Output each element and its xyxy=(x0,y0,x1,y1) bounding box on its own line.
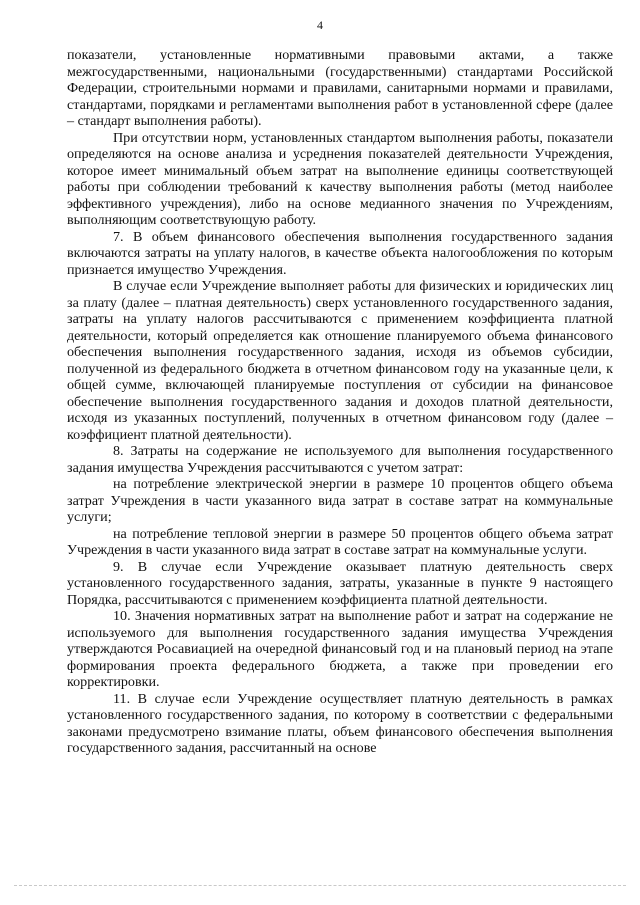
paragraph-clause-11: 11. В случае если Учреждение осуществляет платную деятельность в рамках установленного государственного задания, по которому в соответствии с федеральными законами предусмотрено взимание платы, объем финансового обеспечения выполнения государственного задания, рассчитанный на основе xyxy=(67,690,613,756)
page-number: 4 xyxy=(317,18,323,32)
paragraph-continuation: показатели, установленные нормативными правовыми актами, а также межгосударственными, национальными (государственными) стандартами Российской Федерации, строительными нормами и правилами, санитарными нормами и правилами, стандартами, порядками и регламентами выполнения работ в установленной сфере (далее – стандарт выполнения работы). xyxy=(67,47,613,129)
scan-edge-line xyxy=(14,885,626,886)
paragraph-clause-8: 8. Затраты на содержание не используемого для выполнения государственного задания имущества Учреждения рассчитываются с учетом затрат: xyxy=(67,443,613,476)
paragraph-clause-9: 9. В случае если Учреждение оказывает платную деятельность сверх установленного государственного задания, затраты, указанные в пункте 9 настоящего Порядка, рассчитываются с применением коэффициента платной деятельности. xyxy=(67,558,613,608)
list-item-electric-energy: на потребление электрической энергии в размере 10 процентов общего объема затрат Учреждения в части указанного вида затрат в составе затрат на коммунальные услуги; xyxy=(67,476,613,525)
paragraph-paid-activity: В случае если Учреждение выполняет работы для физических и юридических лиц за плату (далее – платная деятельность) сверх установленного государственного задания, затраты на уплату налогов рассчитываются с применением коэффициента платной деятельности, который определяется как отношение планируемого объема финансового обеспечения выполнения государственного задания, исходя из объемов субсидии, полученной из федерального бюджета в отчетном финансовом году на указанные цели, к общей сумме, включающей планируемые поступления от субсидии на финансовое обеспечение выполнения государственного задания и доходов платной деятельности, исходя из указанных поступлений, полученных в отчетном финансовом году (далее – коэффициент платной деятельности). xyxy=(67,278,613,443)
paragraph-clause-7: 7. В объем финансового обеспечения выполнения государственного задания включаются затраты на уплату налогов, в качестве объекта налогообложения по которым признается имущество Учреждения. xyxy=(67,228,613,278)
paragraph-clause-10: 10. Значения нормативных затрат на выполнение работ и затрат на содержание не используемого для выполнения государственного задания имущества Учреждения утверждаются Росавиацией на очередной финансовый год и на плановый период на этапе формирования проекта федерального бюджета, а также при проведении его корректировки. xyxy=(67,608,613,690)
document-body xyxy=(67,47,613,757)
paragraph-absence-of-norms: При отсутствии норм, установленных стандартом выполнения работы, показатели определяются на основе анализа и усреднения показателей деятельности Учреждения, которое имеет минимальный объем затрат на выполнение единицы соответствующей работы при соблюдении требований к качеству выполнения работы (метод наиболее эффективного учреждения), либо на основе медианного значения по Учреждениям, выполняющим соответствующую работу. xyxy=(67,129,613,228)
list-item-heat-energy: на потребление тепловой энергии в размере 50 процентов общего объема затрат Учреждения в части указанного вида затрат в составе затрат на коммунальные услуги. xyxy=(67,525,613,558)
